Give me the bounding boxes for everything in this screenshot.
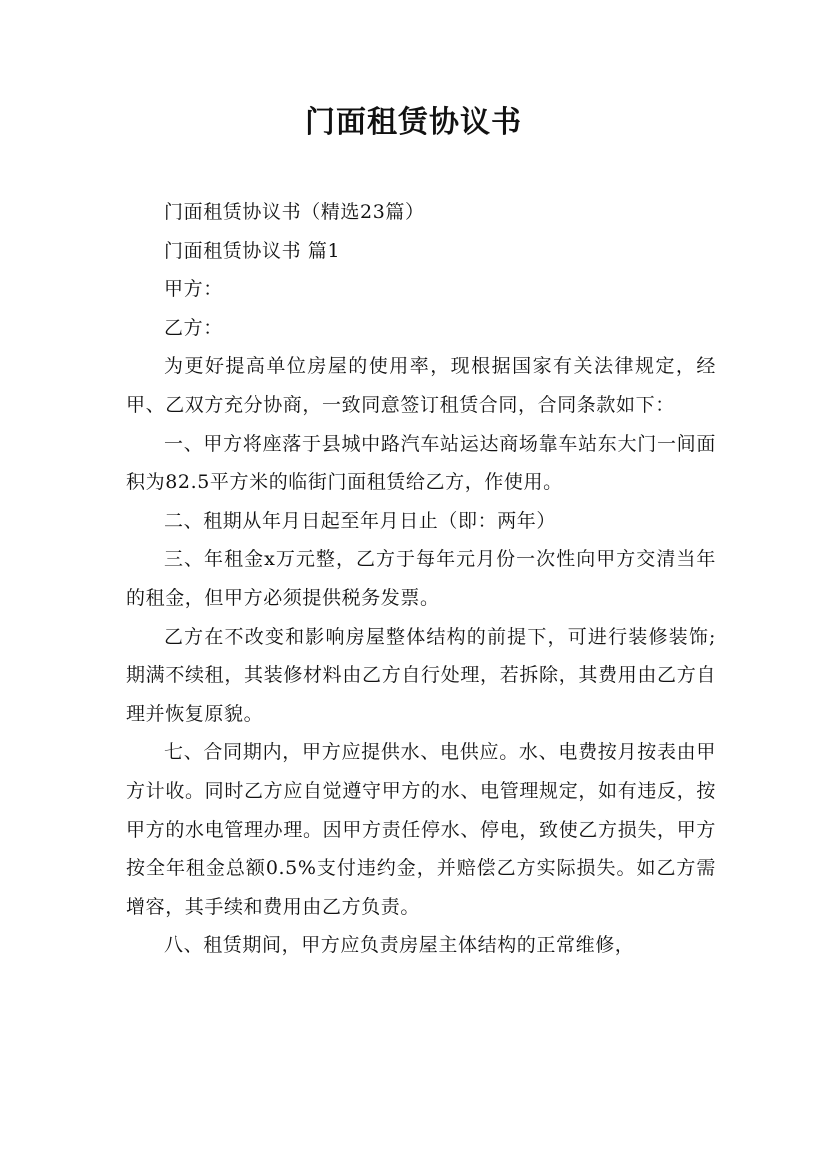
paragraph: 三、年租金x万元整，乙方于每年元月份一次性向甲方交清当年的租金，但甲方必须提供税务发票。	[126, 548, 716, 609]
paragraph: 门面租赁协议书 篇1	[164, 239, 341, 262]
paragraph: 七、合同期内，甲方应提供水、电供应。水、电费按月按表由甲方计收。同时乙方应自觉遵守甲方的水、电管理规定，如有违反，按甲方的水电管理办理。因甲方责任停水、停电，致使乙方损失，甲方按全年租金总额0.5%支付违约金，并赔偿乙方实际损失。如乙方需增容，其手续和费用由乙方负责。	[126, 741, 716, 918]
paragraph: 为更好提高单位房屋的使用率，现根据国家有关法律规定，经甲、乙双方充分协商，一致同意签订租赁合同，合同条款如下：	[126, 355, 716, 416]
paragraph: 一、甲方将座落于县城中路汽车站运达商场靠车站东大门一间面积为82.5平方米的临街门面租赁给乙方，作使用。	[126, 432, 716, 494]
paragraph: 甲方：	[164, 278, 223, 301]
paragraph: 乙方：	[164, 316, 223, 339]
paragraph: 门面租赁协议书（精选23篇）	[164, 201, 425, 223]
paragraph: 乙方在不改变和影响房屋整体结构的前提下，可进行装修装饰;期满不续租，其装修材料由乙方自行处理，若拆除，其费用由乙方自理并恢复原貌。	[126, 625, 716, 725]
paragraph: 二、租期从年月日起至年月日止（即：两年）	[164, 509, 557, 532]
document-title: 门面租赁协议书	[305, 105, 522, 140]
paragraph: 八、租赁期间，甲方应负责房屋主体结构的正常维修，	[164, 934, 635, 957]
document-body	[126, 193, 716, 965]
